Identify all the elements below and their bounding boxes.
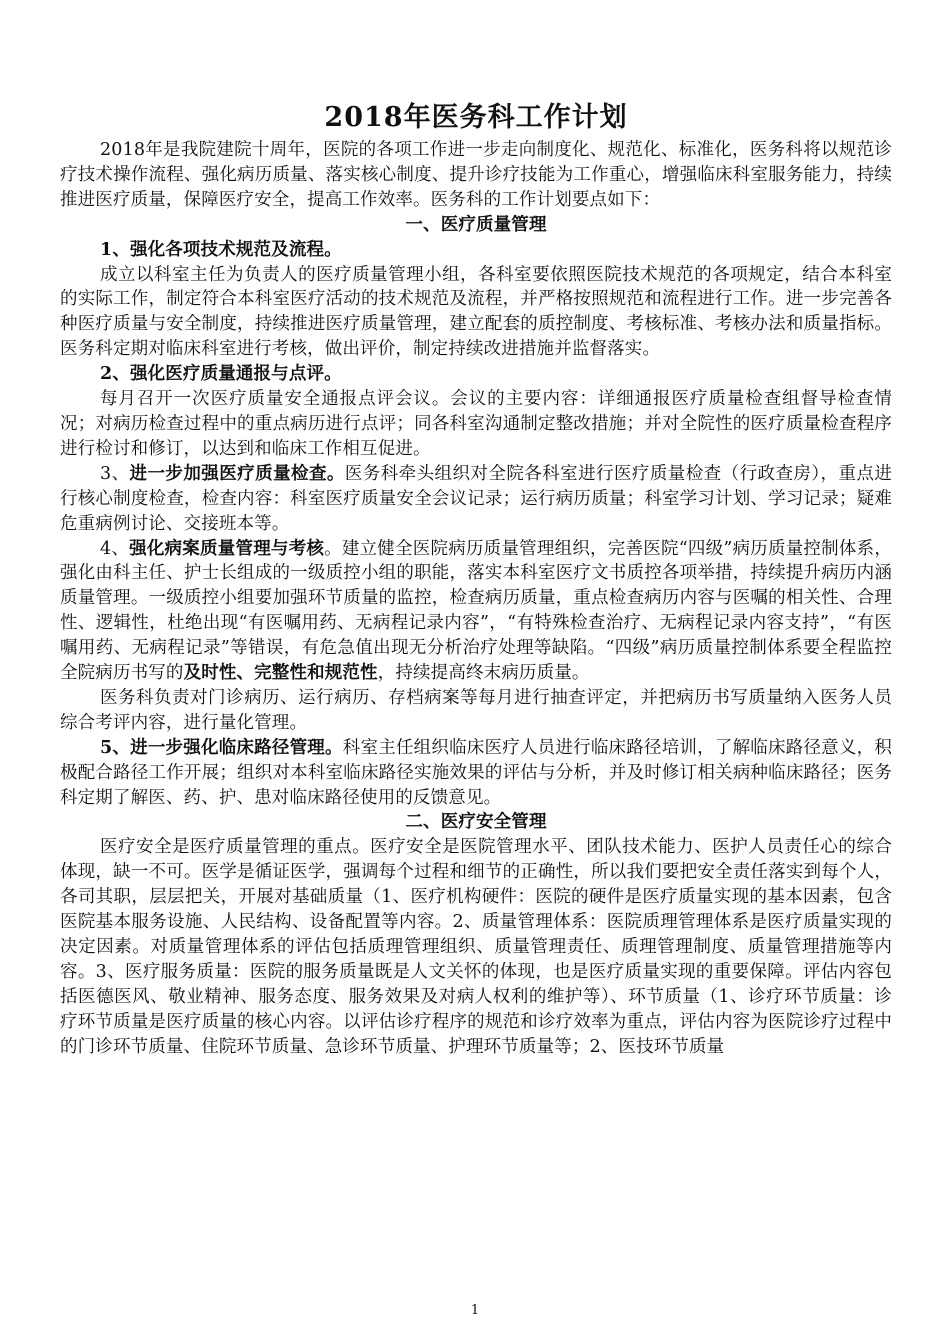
page-title: 2018年医务科工作计划 [324, 102, 628, 133]
item3-paragraph [60, 462, 892, 537]
intro-paragraph: 2018年是我院建院十周年，医院的各项工作进一步走向制度化、规范化、标准化，医务科将以规范诊疗技术操作流程、强化病历质量、落实核心制度、提升诊疗技能为工作重心，增强临床科室服务能力，持续推进医疗质量，保障医疗安全，提高工作效率。医务科的工作计划要点如下： [60, 140, 892, 210]
document-body [60, 98, 892, 1060]
item4-heading: 强化病案质量管理与考核 [129, 538, 325, 559]
item4-text-end: ，持续提高终末病历质量。 [377, 663, 590, 684]
item4-emphasis: 及时性、完整性和规范性 [183, 663, 378, 684]
item5-text: 科室主任组织临床医疗人员进行临床路径培训，了解临床路径意义，积极配合路径工作开展；组织对本科室临床路径实施效果的评估与分析，并及时修订相关病种临床路径；医务科定期了解医、药、护、患对临床路径使用的反馈意见。 [60, 737, 892, 808]
item4-paragraph [60, 537, 892, 686]
item2-paragraph: 每月召开一次医疗质量安全通报点评会议。会议的主要内容：详细通报医疗质量检查组督导检查情况；对病历检查过程中的重点病历进行点评；同各科室沟通制定整改措施；并对全院性的医疗质量检查程序进行检讨和修订，以达到和临床工作相互促进。 [60, 389, 892, 459]
item3-text: 医务科牵头组织对全院各科室进行医疗质量检查（行政查房），重点进行核心制度检查，检查内容：科室医疗质量安全会议记录；运行病历质量；科室学习计划、学习记录；疑难危重病例讨论、交接班本等。 [60, 463, 892, 534]
section-heading-quality: 一、医疗质量管理 [405, 214, 547, 235]
item4-extra-paragraph: 医务科负责对门诊病历、运行病历、存档病案等每月进行抽查评定，并把病历书写质量纳入医务人员综合考评内容，进行量化管理。 [60, 687, 892, 733]
item4-number: 4、 [100, 538, 130, 559]
item3-heading: 进一步加强医疗质量检查。 [129, 463, 345, 484]
item4-text: 。建立健全医院病历质量管理组织，完善医院“四级”病历质量控制体系，强化由科主任、护士长组成的一级质控小组的职能，落实本科室医疗文书质控各项举措，持续提升病历内涵质量管理。一级质控小组要加强环节质量的监控，检查病历质量，重点检查病历内容与医嘱的相关性、合理性、逻辑性，杜绝出现“有医嘱用药、无病程记录内容”，“有特殊检查治疗、无病程记录内容支持”，“有医嘱用药、无病程记录”等错误，有危急值出现无分析治疗处理等缺陷。“四级”病历质量控制体系要全程监控全院病历书写的 [60, 538, 892, 684]
section-heading-safety: 二、医疗安全管理 [405, 812, 547, 833]
safety-paragraph: 医疗安全是医疗质量管理的重点。医疗安全是医院管理水平、团队技术能力、医护人员责任心的综合体现，缺一不可。医学是循证医学，强调每个过程和细节的正确性，所以我们要把安全责任落实到每个人，各司其职，层层把关，开展对基础质量（1、医疗机构硬件：医院的硬件是医疗质量实现的基本因素，包含医院基本服务设施、人民结构、设备配置等内容。2、质量管理体系：医院质理管理体系是医疗质量实现的决定因素。对质量管理体系的评估包括质理管理组织、质量管理责任、质理管理制度、质量管理措施等内容。3、医疗服务质量：医院的服务质量既是人文关怀的体现，也是医疗质量实现的重要保障。评估内容包括医德医风、敬业精神、服务态度、服务效果及对病人权利的维护等）、环节质量（1、诊疗环节质量：诊疗环节质量是医疗质量的核心内容。以评估诊疗程序的规范和诊疗效率为重点，评估内容为医院诊疗过程中的门诊环节质量、住院环节质量、急诊环节质量、护理环节质量等；2、医技环节质量 [60, 837, 892, 1057]
item5-paragraph [60, 736, 892, 811]
item1-heading: 1、强化各项技术规范及流程。 [100, 239, 342, 260]
item5-heading: 5、进一步强化临床路径管理。 [100, 737, 343, 758]
page-number: 1 [470, 1303, 480, 1318]
item3-number: 3、 [100, 463, 130, 484]
item2-heading: 2、强化医疗质量通报与点评。 [100, 364, 342, 385]
item1-paragraph: 成立以科室主任为负责人的医疗质量管理小组，各科室要依照医院技术规范的各项规定，结合本科室的实际工作，制定符合本科室医疗活动的技术规范及流程，并严格按照规范和流程进行工作。进一步完善各种医疗质量与安全制度，持续推进医疗质量管理，建立配套的质控制度、考核标准、考核办法和质量指标。医务科定期对临床科室进行考核，做出评价，制定持续改进措施并监督落实。 [60, 264, 892, 360]
